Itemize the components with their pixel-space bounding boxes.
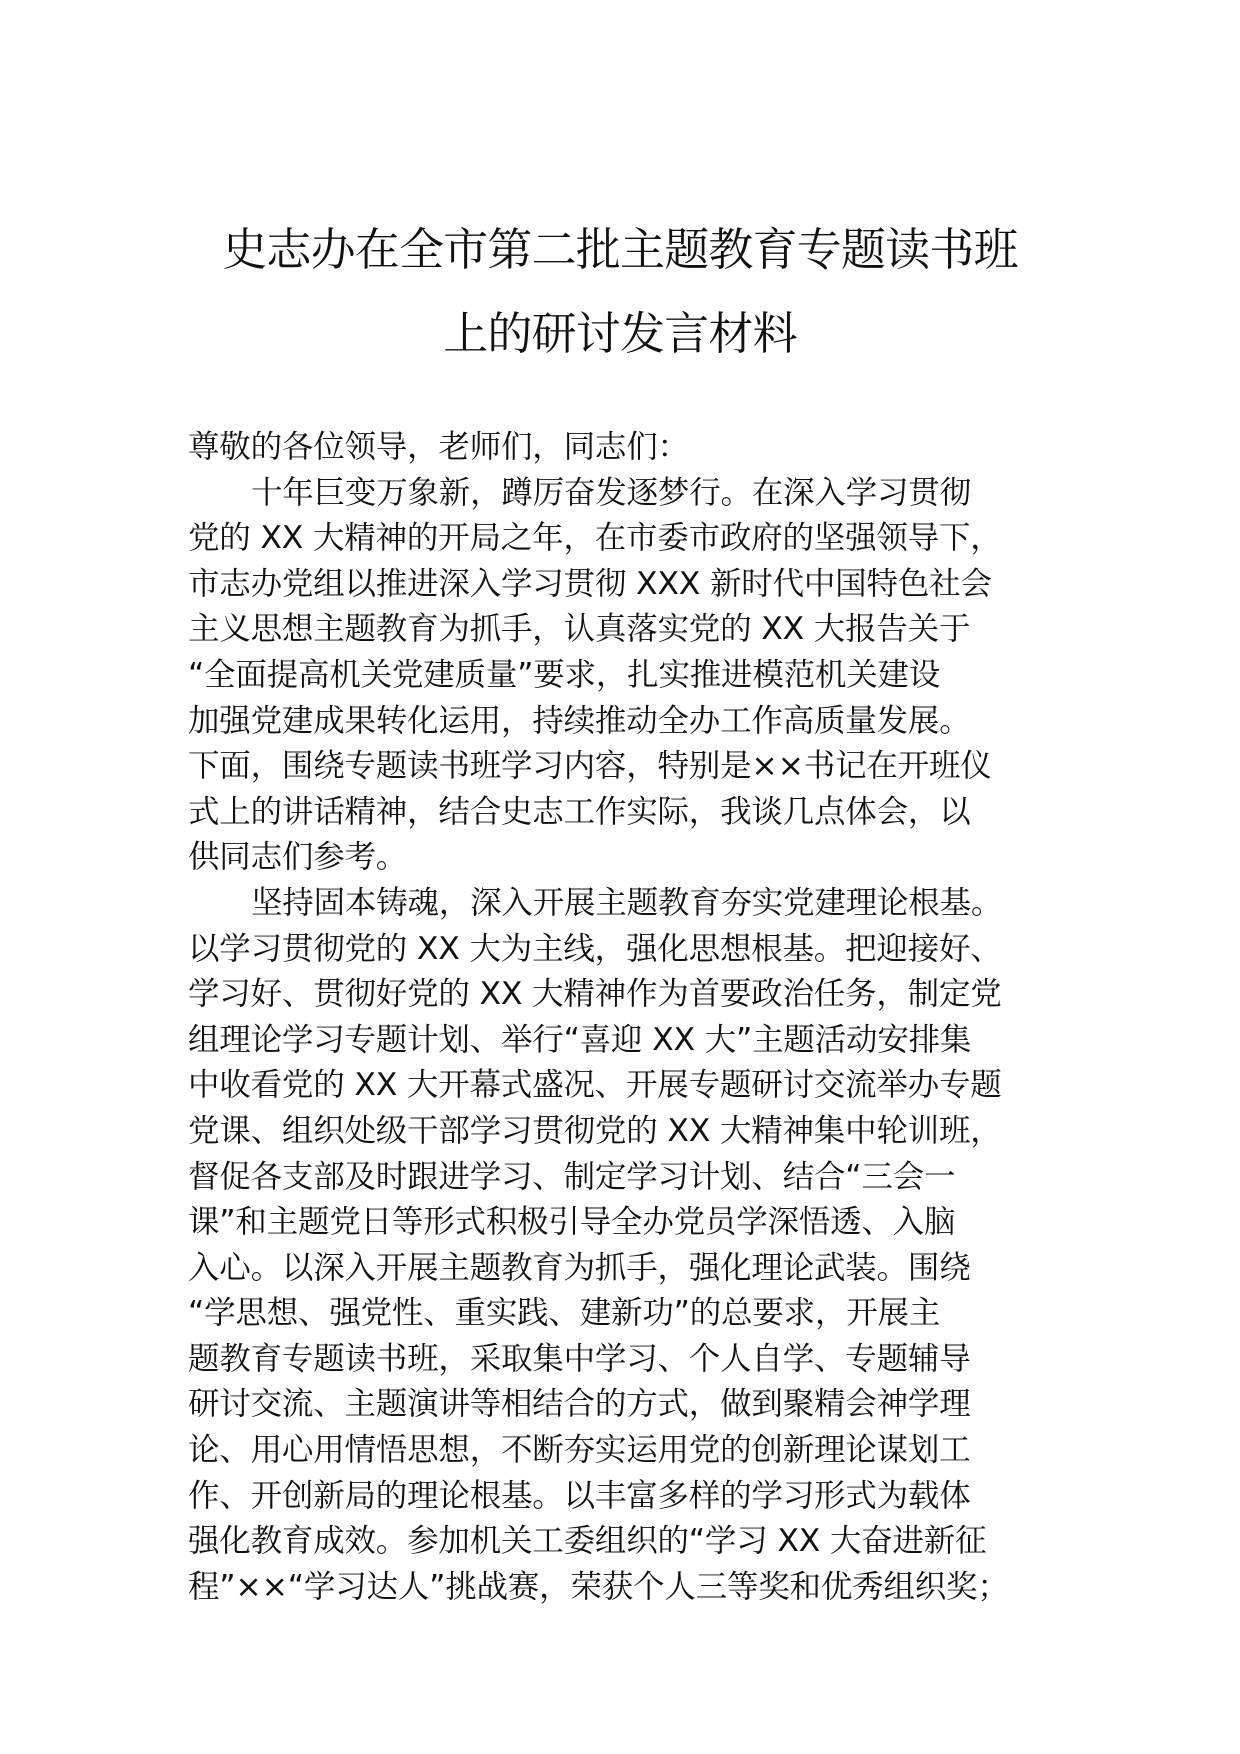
paragraph-2-line-1: 坚持固本铸魂，深入开展主题教育夯实党建理论根基。	[251, 884, 1003, 921]
paragraph-1-line-5: “全面提高机关党建质量”要求，扎实推进模范机关建设	[188, 656, 941, 693]
document-body	[188, 425, 1088, 1610]
paragraph-2	[188, 881, 1088, 1611]
paragraph-2-line-6: 党课、组织处级干部学习贯彻党的 XX 大精神集中轮训班，	[188, 1112, 1002, 1149]
salutation: 尊敬的各位领导，老师们，同志们：	[188, 429, 689, 465]
title-line-2: 上的研讨发言材料	[443, 307, 797, 360]
paragraph-1-line-2: 党的 XX 大精神的开局之年，在市委市政府的坚强领导下，	[188, 520, 1002, 557]
document-title	[150, 208, 1090, 376]
paragraph-1-line-8: 式上的讲话精神，结合史志工作实际，我谈几点体会，以	[188, 793, 971, 830]
paragraph-2-line-3: 学习好、贯彻好党的 XX 大精神作为首要政治任务，制定党	[188, 976, 1002, 1013]
paragraph-1-line-6: 加强党建成果转化运用，持续推动全办工作高质量发展。	[188, 702, 971, 739]
paragraph-1-line-4: 主义思想主题教育为抓手，认真落实党的 XX 大报告关于	[188, 611, 971, 648]
paragraph-1-line-7: 下面，围绕专题读书班学习内容，特别是××书记在开班仪	[188, 748, 992, 785]
paragraph-2-line-10: “学思想、强党性、重实践、建新功”的总要求，开展主	[188, 1295, 941, 1332]
paragraph-1	[188, 471, 1088, 881]
paragraph-2-line-13: 论、用心用情悟思想，不断夯实运用党的创新理论谋划工	[188, 1432, 971, 1469]
paragraph-2-line-16: 程”××“学习达人”挑战赛，荣获个人三等奖和优秀组织奖；	[188, 1568, 1009, 1605]
paragraph-2-line-15: 强化教育成效。参加机关工委组织的“学习 XX 大奋进新征	[188, 1523, 987, 1560]
paragraph-2-line-5: 中收看党的 XX 大开幕式盛况、开展专题研讨交流举办专题	[188, 1067, 1002, 1104]
paragraph-2-line-7: 督促各支部及时跟进学习、制定学习计划、结合“三会一	[188, 1158, 956, 1195]
paragraph-2-line-4: 组理论学习专题计划、举行“喜迎 XX 大”主题活动安排集	[188, 1021, 972, 1058]
paragraph-2-line-2: 以学习贯彻党的 XX 大为主线，强化思想根基。把迎接好、	[188, 930, 1002, 967]
paragraph-1-line-9: 供同志们参考。	[188, 839, 408, 876]
paragraph-2-line-8: 课”和主题党日等形式积极引导全办党员学深悟透、入脑	[188, 1204, 956, 1241]
paragraph-2-line-9: 入心。以深入开展主题教育为抓手，强化理论武装。围绕	[188, 1249, 971, 1286]
paragraph-2-line-11: 题教育专题读书班，采取集中学习、个人自学、专题辅导	[188, 1340, 971, 1377]
paragraph-1-line-3: 市志办党组以推进深入学习贯彻 XXX 新时代中国特色社会	[188, 565, 992, 602]
title-line-1: 史志办在全市第二批主题教育专题读书班	[222, 223, 1018, 276]
paragraph-1-line-1: 十年巨变万象新，蹲厉奋发逐梦行。在深入学习贯彻	[251, 474, 971, 511]
paragraph-2-line-12: 研讨交流、主题演讲等相结合的方式，做到聚精会神学理	[188, 1386, 971, 1423]
paragraph-2-line-14: 作、开创新局的理论根基。以丰富多样的学习形式为载体	[188, 1477, 971, 1514]
